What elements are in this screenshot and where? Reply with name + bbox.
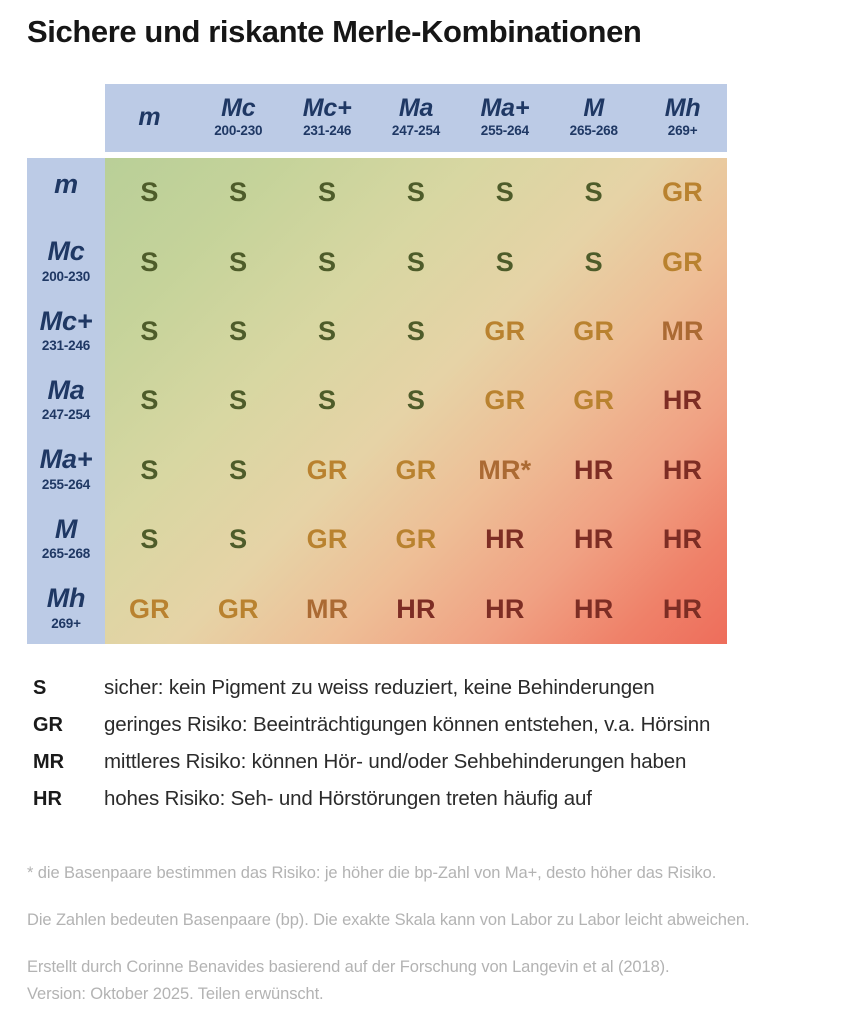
risk-cell: S xyxy=(229,454,248,485)
risk-cell: HR xyxy=(485,524,525,555)
risk-cell: S xyxy=(584,246,603,277)
risk-cell: S xyxy=(140,524,159,555)
risk-cell: GR xyxy=(662,246,704,277)
risk-cell: MR xyxy=(305,593,349,624)
row-header-column xyxy=(27,158,105,644)
legend-item xyxy=(27,787,817,824)
risk-cell: GR xyxy=(484,316,526,347)
row-header-basepairs: 269+ xyxy=(51,615,81,631)
risk-cell: S xyxy=(495,177,514,208)
row-header-basepairs: 265-268 xyxy=(41,546,91,562)
risk-cell: HR xyxy=(662,593,703,624)
risk-cell: S xyxy=(140,316,159,347)
row-header-Mcplus xyxy=(27,297,105,366)
row-header-M xyxy=(27,505,105,574)
row-header-Mh xyxy=(27,575,105,644)
risk-cell: S xyxy=(318,246,337,277)
risk-cell: S xyxy=(140,385,159,416)
risk-cell: S xyxy=(318,316,337,347)
row-header-basepairs: 231-246 xyxy=(41,337,91,353)
row-header-basepairs: 200-230 xyxy=(41,268,91,284)
risk-cell: GR xyxy=(573,316,615,347)
row-header-basepairs: 255-264 xyxy=(41,476,91,492)
column-header-allele: m xyxy=(138,102,161,131)
column-header-Ma xyxy=(372,84,461,152)
row-header-allele: Mc+ xyxy=(39,305,93,336)
risk-cell: S xyxy=(229,246,248,277)
column-header-m xyxy=(105,84,194,152)
footnote-line: Erstellt durch Corinne Benavides basierend auf der Forschung von Langevin et al (2018). xyxy=(27,958,670,976)
risk-cell: S xyxy=(406,246,426,277)
risk-cell: S xyxy=(140,454,159,485)
risk-cell: HR xyxy=(396,593,436,624)
risk-cell: S xyxy=(229,177,248,208)
column-header-allele: M xyxy=(583,93,605,122)
risk-cell: S xyxy=(406,177,426,208)
footnote-line: Version: Oktober 2025. Teilen erwünscht. xyxy=(27,985,324,1003)
risk-cell: HR xyxy=(574,593,614,624)
column-header-basepairs: 255-264 xyxy=(480,123,529,138)
risk-grid xyxy=(105,158,727,644)
row-header-allele: M xyxy=(54,513,78,544)
legend-item xyxy=(27,676,817,713)
column-header-Mc xyxy=(194,84,283,152)
legend-code: GR xyxy=(33,714,63,736)
risk-cell: GR xyxy=(128,593,170,624)
risk-cell: S xyxy=(318,385,337,416)
row-header-m xyxy=(27,158,105,227)
row-header-Maplus xyxy=(27,436,105,505)
risk-cell: S xyxy=(229,316,248,347)
risk-cell: S xyxy=(495,246,514,277)
risk-cell: S xyxy=(140,177,159,208)
risk-cell: GR xyxy=(484,385,526,416)
column-header-allele: Mc xyxy=(221,93,256,122)
risk-cell: HR xyxy=(574,524,614,555)
risk-cell: GR xyxy=(395,454,437,485)
column-header-basepairs: 247-254 xyxy=(391,123,441,138)
risk-cell: S xyxy=(584,177,603,208)
column-header-basepairs: 231-246 xyxy=(303,123,352,138)
risk-cell: S xyxy=(406,385,426,416)
column-header-row xyxy=(105,84,727,152)
risk-cell: GR xyxy=(217,593,259,624)
legend-description: sicher: kein Pigment zu weiss reduziert, keine Behinderungen xyxy=(104,676,655,699)
risk-cell: MR xyxy=(661,316,704,347)
column-header-basepairs: 265-268 xyxy=(569,123,618,138)
legend-description: geringes Risiko: Beeinträchtigungen können entstehen, v.a. Hörsinn xyxy=(104,713,711,736)
column-header-Mh xyxy=(638,84,727,152)
column-header-allele: Ma xyxy=(398,93,434,122)
legend-item xyxy=(27,713,817,750)
legend-description: mittleres Risiko: können Hör- und/oder Sehbehinderungen haben xyxy=(104,750,687,773)
legend-code: S xyxy=(33,677,47,699)
row-header-Mc xyxy=(27,227,105,296)
risk-cell: HR xyxy=(662,385,703,416)
row-header-Ma xyxy=(27,366,105,435)
legend-description: hohes Risiko: Seh- und Hörstörungen treten häufig auf xyxy=(104,787,592,810)
risk-cell: HR xyxy=(574,454,614,485)
column-header-allele: Ma+ xyxy=(480,93,530,122)
footnote-line: * die Basenpaare bestimmen das Risiko: je höher die bp-Zahl von Ma+, desto höher das Risiko. xyxy=(27,864,717,882)
risk-cell: GR xyxy=(306,454,348,485)
risk-cell: S xyxy=(318,177,337,208)
row-header-basepairs: 247-254 xyxy=(41,407,91,423)
legend xyxy=(27,676,817,824)
column-header-Maplus xyxy=(460,84,549,152)
risk-cell: GR xyxy=(662,177,704,208)
page-title: Sichere und riskante Merle-Kombinationen xyxy=(27,14,642,49)
footnote-block xyxy=(27,907,827,934)
row-header-allele: Ma+ xyxy=(39,444,93,475)
column-header-Mcplus xyxy=(283,84,372,152)
risk-cell: S xyxy=(229,524,248,555)
risk-cell: GR xyxy=(573,385,615,416)
footnote-block xyxy=(27,860,827,887)
risk-cell: S xyxy=(229,385,248,416)
risk-cell: HR xyxy=(662,454,703,485)
column-header-allele: Mh xyxy=(664,93,701,122)
column-header-M xyxy=(549,84,638,152)
column-header-allele: Mc+ xyxy=(302,93,352,122)
legend-code: MR xyxy=(33,751,65,773)
row-header-allele: Mh xyxy=(46,583,86,614)
footnote-line: Die Zahlen bedeuten Basenpaare (bp). Die exakte Skala kann von Labor zu Labor leicht abweichen. xyxy=(27,911,750,929)
column-header-basepairs: 269+ xyxy=(667,123,698,138)
risk-cell: HR xyxy=(662,524,703,555)
risk-cell: S xyxy=(140,246,159,277)
row-header-allele: Mc xyxy=(47,236,85,267)
risk-cell: GR xyxy=(395,524,437,555)
column-header-basepairs: 200-230 xyxy=(214,123,263,138)
risk-cell: S xyxy=(406,316,426,347)
row-header-allele: Ma xyxy=(47,375,85,405)
row-header-allele: m xyxy=(54,168,78,199)
risk-cell: HR xyxy=(485,593,525,624)
risk-cell: GR xyxy=(306,524,348,555)
legend-item xyxy=(27,750,817,787)
footnotes xyxy=(27,860,827,1028)
risk-cell: MR* xyxy=(478,454,532,485)
merle-combination-matrix xyxy=(27,84,727,644)
legend-code: HR xyxy=(33,788,62,810)
footnote-block xyxy=(27,954,827,1008)
